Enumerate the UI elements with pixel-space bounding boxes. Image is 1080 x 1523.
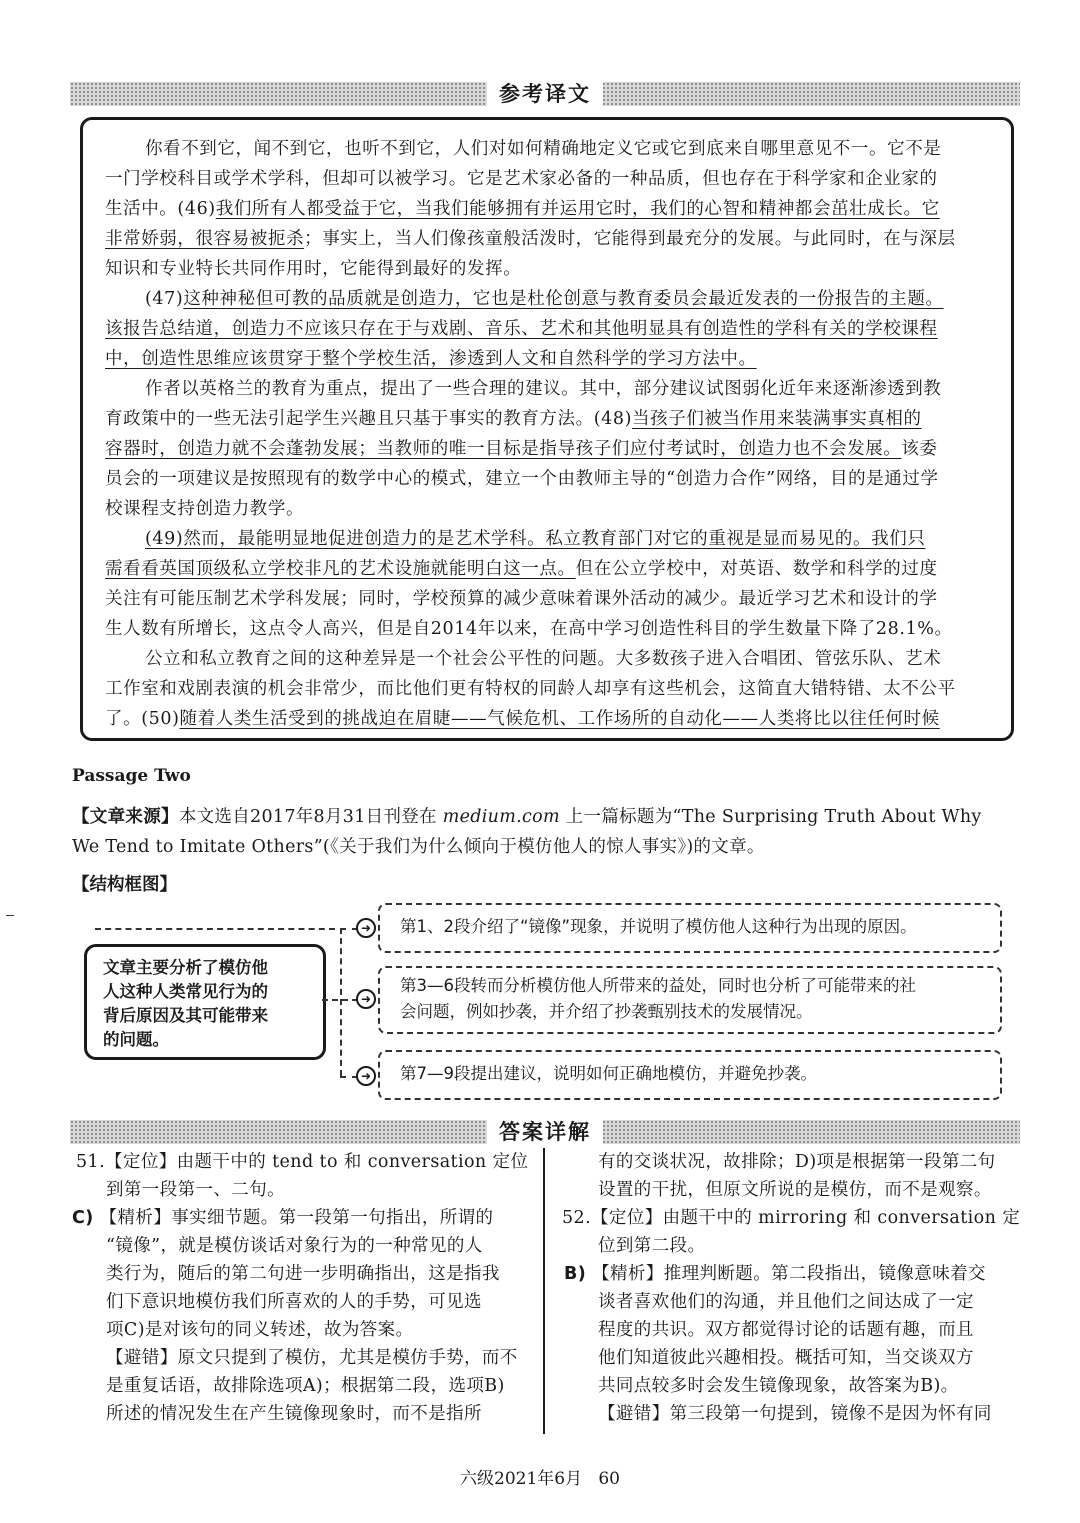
- translation-line: 育政策中的一些无法引起学生兴趣且只基于事实的教育方法。(48)当孩子们被当作用来装满事实真相的: [105, 409, 922, 429]
- answer-line: 所述的情况发生在产生镜像现象时，而不是指所: [106, 1404, 482, 1424]
- margin-mark: [6, 915, 14, 916]
- source-line-1: 【文章来源】本文选自2017年8月31日刊登在 medium.com 上一篇标题为“The Surprising Truth About Why: [72, 807, 982, 827]
- vertical-dash-connector: [340, 928, 342, 1076]
- answer-line: 位到第二段。: [598, 1236, 706, 1256]
- translation-line: 作者以英格兰的教育为重点，提出了一些合理的建议。其中，部分建议试图弱化近年来逐渐渗透到教: [145, 379, 942, 399]
- translation-line: 生活中。(46)我们所有人都受益于它，当我们能够拥有并运用它时，我们的心智和精神都会茁壮成长。它: [105, 199, 940, 219]
- translation-line: 员会的一项建议是按照现有的数学中心的模式，建立一个由教师主导的“创造力合作”网络，目的是通过学: [105, 469, 939, 489]
- answer-line: B) 【精析】推理判断题。第二段指出，镜像意味着交: [564, 1264, 986, 1284]
- footer-exam: 六级2021年6月: [460, 1469, 583, 1489]
- branch-text: 第7—9段提出建议，说明如何正确地模仿，并避免抄袭。: [400, 1064, 817, 1083]
- translation-line: 一门学校科目或学术学科，但却可以被学习。它是艺术家必备的一种品质，但也存在于科学家和企业家的: [105, 169, 938, 189]
- answers-section-bar: [70, 1120, 1020, 1144]
- summary-line: 人这种人类常见行为的: [103, 982, 268, 1001]
- translation-section-title: 参考译文: [487, 78, 603, 110]
- translation-section-bar: [70, 82, 1020, 106]
- answer-line: 51.【定位】由题干中的 tend to 和 conversation 定位: [76, 1152, 529, 1172]
- answer-line: 他们知道彼此兴趣相投。概括可知，当交谈双方: [598, 1348, 974, 1368]
- passage-title: Passage Two: [72, 766, 191, 786]
- translation-line: 知识和专业特长共同作用时，它能得到最好的发挥。: [105, 259, 522, 279]
- translation-line: (49)然而，最能明显地促进创造力的是艺术学科。私立教育部门对它的重视是显而易见的。我们只: [145, 529, 926, 549]
- arrow-node-icon: ➜: [356, 1066, 376, 1086]
- column-divider: [543, 1148, 545, 1434]
- arrow-node-icon: ➜: [356, 989, 376, 1009]
- translation-line: 中，创造性思维应该贯穿于整个学校生活，渗透到人文和自然科学的学习方法中。: [105, 349, 757, 369]
- top-dash-connector: [95, 928, 335, 930]
- answer-line: 到第一段第一、二句。: [106, 1180, 285, 1200]
- answer-line: 们下意识地模仿我们所喜欢的人的手势，可见选: [106, 1292, 482, 1312]
- answer-line: “镜像”，就是模仿谈话对象行为的一种常见的人: [106, 1236, 483, 1256]
- translation-line: 你看不到它，闻不到它，也听不到它，人们对如何精确地定义它或它到底来自哪里意见不一。它不是: [145, 139, 942, 159]
- page-footer: [0, 1464, 1080, 1489]
- answer-line: 是重复话语，故排除选项A)；根据第二段，选项B): [106, 1376, 505, 1396]
- branch-text: 第3—6段转而分析模仿他人所带来的益处，同时也分析了可能带来的社: [400, 976, 916, 995]
- answer-line: 类行为，随后的第二句进一步明确指出，这是指我: [106, 1264, 500, 1284]
- summary-line: 背后原因及其可能带来: [103, 1006, 268, 1025]
- translation-line: 非常娇弱，很容易被扼杀；事实上，当人们像孩童般活泼时，它能得到最充分的发展。与此同时，在与深层: [105, 229, 956, 249]
- translation-line: 该报告总结道，创造力不应该只存在于与戏剧、音乐、艺术和其他明显具有创造性的学科有关的学校课程: [105, 319, 938, 339]
- answer-line: 共同点较多时会发生镜像现象，故答案为B)。: [598, 1376, 959, 1396]
- page-number: 60: [598, 1469, 620, 1489]
- answer-line: C) 【精析】事实细节题。第一段第一句指出，所谓的: [72, 1208, 494, 1228]
- branch-box-2: [378, 966, 1002, 1034]
- translation-line: 生人数有所增长，这点令人高兴，但是自2014年以来，在高中学习创造性科目的学生数量下降了28.1%。: [105, 619, 953, 639]
- answer-line: 程度的共识。双方都觉得讨论的话题有趣，而且: [598, 1320, 974, 1340]
- source-line-2: We Tend to Imitate Others”(《关于我们为什么倾向于模仿他人的惊人事实》)的文章。: [72, 837, 765, 857]
- answers-section-title: 答案详解: [487, 1116, 603, 1148]
- translation-line: 容器时，创造力就不会蓬勃发展；当教师的唯一目标是指导孩子们应付考试时，创造力也不会发展。该委: [105, 439, 938, 459]
- answer-line: 52.【定位】由题干中的 mirroring 和 conversation 定: [562, 1208, 1021, 1228]
- answer-line: 项C)是对该句的同义转述，故为答案。: [106, 1320, 414, 1340]
- translation-line: 关注有可能压制艺术学科发展；同时，学校预算的减少意味着课外活动的减少。最近学习艺术和设计的学: [105, 589, 938, 609]
- summary-connector: [322, 999, 358, 1001]
- translation-box: [80, 117, 1014, 741]
- summary-box: [84, 944, 326, 1060]
- translation-line: 工作室和戏剧表演的机会非常少，而比他们更有特权的同龄人却享有这些机会，这简直大错特错、太不公平: [105, 679, 956, 699]
- translation-line: 了。(50)随着人类生活受到的挑战迫在眉睫——气候危机、工作场所的自动化——人类将比以往任何时候: [105, 709, 940, 729]
- summary-line: 文章主要分析了模仿他: [103, 958, 268, 977]
- branch-box-1: [378, 903, 1002, 953]
- answer-line: 【避错】原文只提到了模仿，尤其是模仿手势，而不: [106, 1348, 518, 1368]
- branch-text: 第1、2段介绍了“镜像”现象，并说明了模仿他人这种行为出现的原因。: [400, 917, 917, 936]
- summary-line: 的问题。: [103, 1030, 169, 1049]
- branch-text: 会问题，例如抄袭，并介绍了抄袭甄别技术的发展情况。: [400, 1002, 813, 1021]
- translation-line: 校课程支持创造力教学。: [105, 499, 305, 519]
- arrow-node-icon: ➜: [356, 918, 376, 938]
- branch-box-3: [378, 1050, 1002, 1100]
- translation-line: 公立和私立教育之间的这种差异是一个社会公平性的问题。大多数孩子进入合唱团、管弦乐队、艺术: [145, 649, 942, 669]
- answer-line: 设置的干扰，但原文所说的是模仿，而不是观察。: [598, 1180, 992, 1200]
- answer-line: 有的交谈状况，故排除；D)项是根据第一段第二句: [598, 1152, 996, 1172]
- answer-line: 谈者喜欢他们的沟通，并且他们之间达成了一定: [598, 1292, 974, 1312]
- translation-line: (47)这种神秘但可教的品质就是创造力，它也是杜伦创意与教育委员会最近发表的一份报告的主题。: [145, 289, 944, 309]
- translation-line: 需看看英国顶级私立学校非凡的艺术设施就能明白这一点。但在公立学校中，对英语、数学和科学的过度: [105, 559, 938, 579]
- structure-title: 【结构框图】: [72, 875, 177, 895]
- answer-line: 【避错】第三段第一句提到，镜像不是因为怀有同: [598, 1404, 992, 1424]
